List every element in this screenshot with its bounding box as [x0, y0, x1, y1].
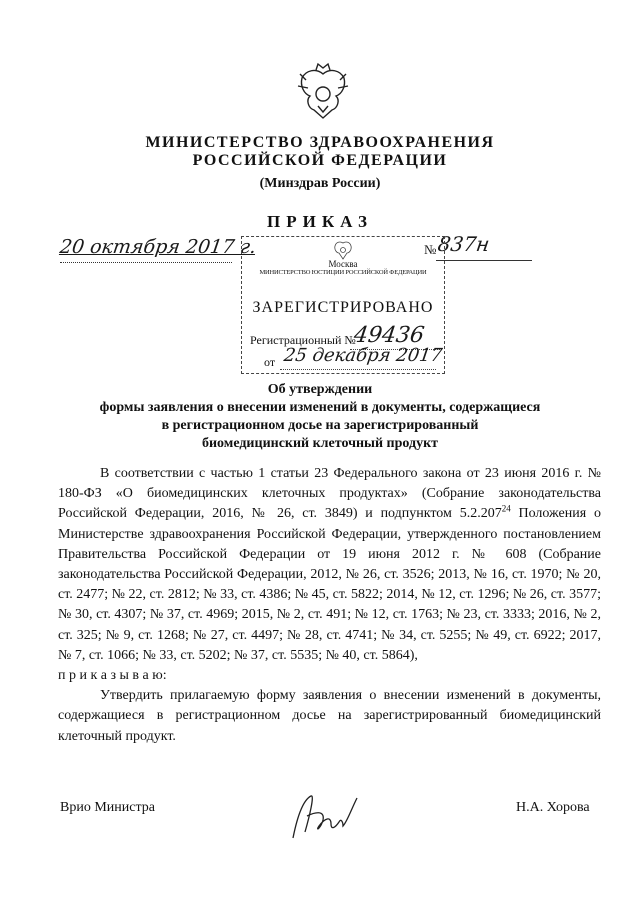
preamble-paragraph	[58, 464, 601, 666]
stamp-date-underline	[280, 369, 436, 370]
coat-of-arms-emblem	[296, 60, 350, 122]
title-line4: биомедицинский клеточный продукт	[201, 436, 439, 451]
preamble-text-b: Положения о Министерстве здравоохранения Российской Федерации, утвержденного постановлением Правительства Российской Федерации от 19 июня 2012 г. № 608 (Собрание законодательства Российской Федерации, 2012, № 26, ст. 3526; 2013, № 16, ст. 1970; № 20, ст. 2477; № 22, ст. 2812; № 33, ст. 4386; № 45, ст. 5822; 2014, № 12, ст. 1296; № 26, ст. 3577; № 30, ст. 4307; № 37, ст. 4969; 2015, № 2, ст. 491; № 12, ст. 1763; № 23, ст. 3333; 2016, № 2, ст. 325; № 9, ст. 1268; № 27, ст. 4497; № 28, ст. 4741; № 34, ст. 5255; № 49, ст. 6922; 2017, № 7, ст. 1066; № 33, ст. 5202; № 37, ст. 5535; № 40, ст. 5864),	[58, 506, 601, 663]
order-number-handwritten: 837н	[436, 232, 492, 256]
stamp-ministry: МИНИСТЕРСТВО ЮСТИЦИИ РОССИЙСКОЙ ФЕДЕРАЦИИ	[259, 269, 427, 276]
stamp-city: Москва	[328, 259, 358, 269]
handwritten-signature	[285, 788, 365, 848]
title-line1: Об утверждении	[267, 382, 373, 397]
order-body	[58, 464, 601, 747]
ministry-short-name: (Минздрав России)	[259, 176, 381, 191]
order-phrase: п р и к а з ы в а ю:	[58, 668, 167, 684]
date-underline	[60, 262, 232, 263]
preamble-text-a: В соответствии с частью 1 статьи 23 Федерального закона от 23 июня 2016 г. № 180-ФЗ «О биомедицинских клеточных продуктах» (Собрание законодательства Российской Федерации, 2016, № 26, ст. 3849) и подпунктом 5.2.207	[58, 466, 601, 522]
stamp-regno-handwritten: 49436	[352, 323, 426, 348]
registration-stamp	[241, 236, 445, 374]
signatory-name: Н.А. Хорова	[516, 800, 590, 815]
number-underline	[436, 260, 532, 261]
preamble-superscript: 24	[501, 503, 511, 514]
ministry-name-line1: МИНИСТЕРСТВО ЗДРАВООХРАНЕНИЯ	[145, 134, 495, 151]
stamp-regno-label: Регистрационный №	[250, 333, 356, 347]
stamp-from-label: от	[264, 355, 276, 369]
stamp-emblem-icon	[333, 239, 353, 261]
signatory-role: Врио Министра	[60, 800, 155, 815]
title-line3: в регистрационном досье на зарегистрированный	[161, 418, 479, 433]
ministry-name-line2: РОССИЙСКОЙ ФЕДЕРАЦИИ	[192, 152, 448, 169]
order-date-handwritten: 20 октября 2017 г.	[58, 236, 258, 258]
order-number-sign: №	[424, 242, 437, 257]
stamp-date-handwritten: 25 декабря 2017	[282, 345, 444, 366]
approval-paragraph: Утвердить прилагаемую форму заявления о внесении изменений в документы, содержащиеся в регистрационном досье на зарегистрированный биомедицинский клеточный продукт.	[58, 688, 601, 744]
document-type-heading: ПРИКАЗ	[267, 212, 373, 231]
title-line2: формы заявления о внесении изменений в документы, содержащиеся	[99, 400, 541, 415]
stamp-registered-label: ЗАРЕГИСТРИРОВАНО	[252, 299, 434, 316]
